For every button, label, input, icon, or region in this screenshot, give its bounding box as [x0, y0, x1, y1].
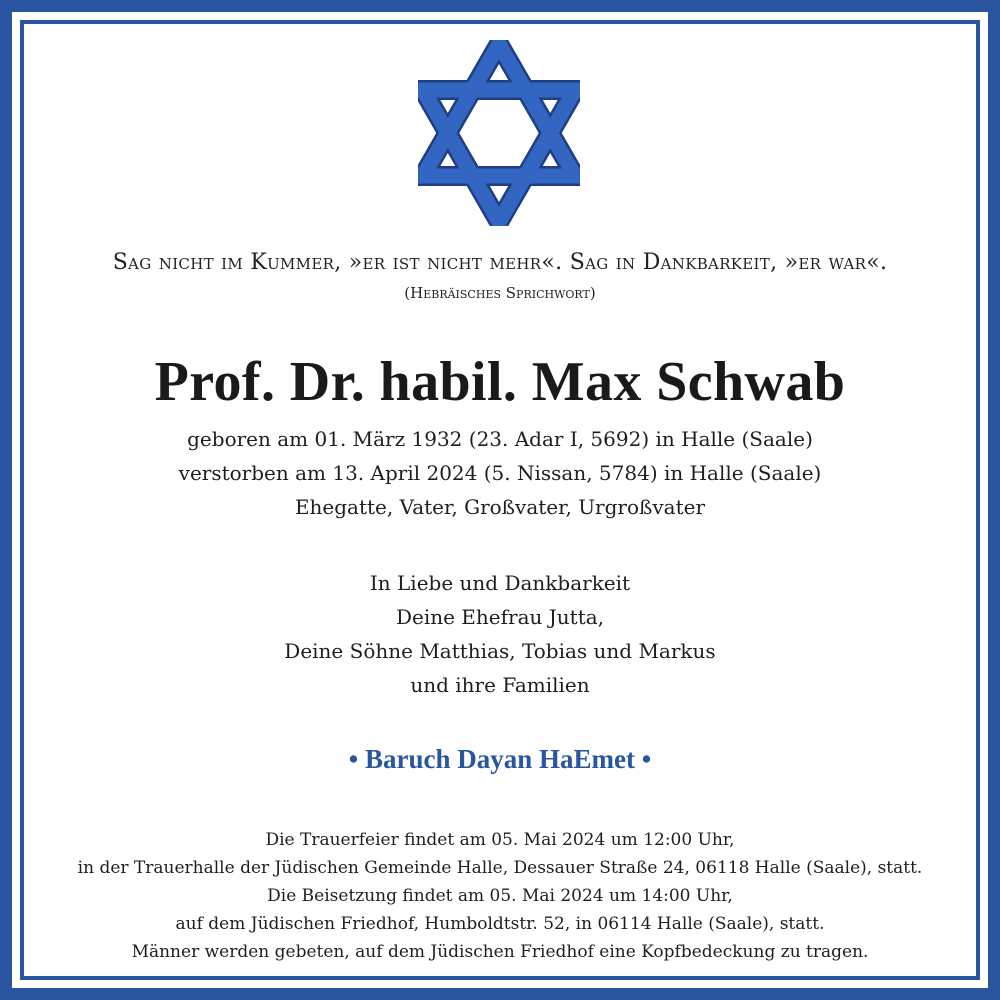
- closing-blessing: • Baruch Dayan HaEmet •: [348, 744, 652, 774]
- deceased-name: Prof. Dr. habil. Max Schwab: [154, 351, 846, 413]
- mourners-wife: Deine Ehefrau Jutta,: [395, 605, 605, 629]
- ceremony-line-2: in der Trauerhalle der Jüdischen Gemeinde Halle, Dessauer Straße 24, 06118 Halle (Saale), statt.: [77, 858, 923, 878]
- birth-line: geboren am 01. März 1932 (23. Adar I, 5692) in Halle (Saale): [187, 427, 813, 451]
- motto-source: (Hebräisches Sprichwort): [404, 284, 596, 302]
- mourners-sons: Deine Söhne Matthias, Tobias und Markus: [284, 639, 716, 663]
- mourners-block: [40, 566, 960, 702]
- ceremony-line-1: Die Trauerfeier findet am 05. Mai 2024 um 12:00 Uhr,: [265, 830, 735, 850]
- mourners-families: und ihre Familien: [410, 673, 590, 697]
- death-line: verstorben am 13. April 2024 (5. Nissan, 5784) in Halle (Saale): [178, 461, 822, 485]
- ceremony-line-3: Die Beisetzung findet am 05. Mai 2024 um 14:00 Uhr,: [267, 886, 733, 906]
- motto-quote: Sag nicht im Kummer, »er ist nicht mehr«. Sag in Dankbarkeit, »er war«.: [112, 250, 888, 275]
- life-details: [40, 422, 960, 524]
- ceremony-info: [40, 826, 960, 966]
- star-of-david-icon: [418, 40, 580, 226]
- ceremony-line-4: auf dem Jüdischen Friedhof, Humboldtstr. 52, in 06114 Halle (Saale), statt.: [175, 914, 825, 934]
- roles-line: Ehegatte, Vater, Großvater, Urgroßvater: [294, 495, 706, 519]
- mourners-intro: In Liebe und Dankbarkeit: [369, 571, 631, 595]
- ceremony-line-5: Männer werden gebeten, auf dem Jüdischen Friedhof eine Kopfbedeckung zu tragen.: [131, 942, 869, 962]
